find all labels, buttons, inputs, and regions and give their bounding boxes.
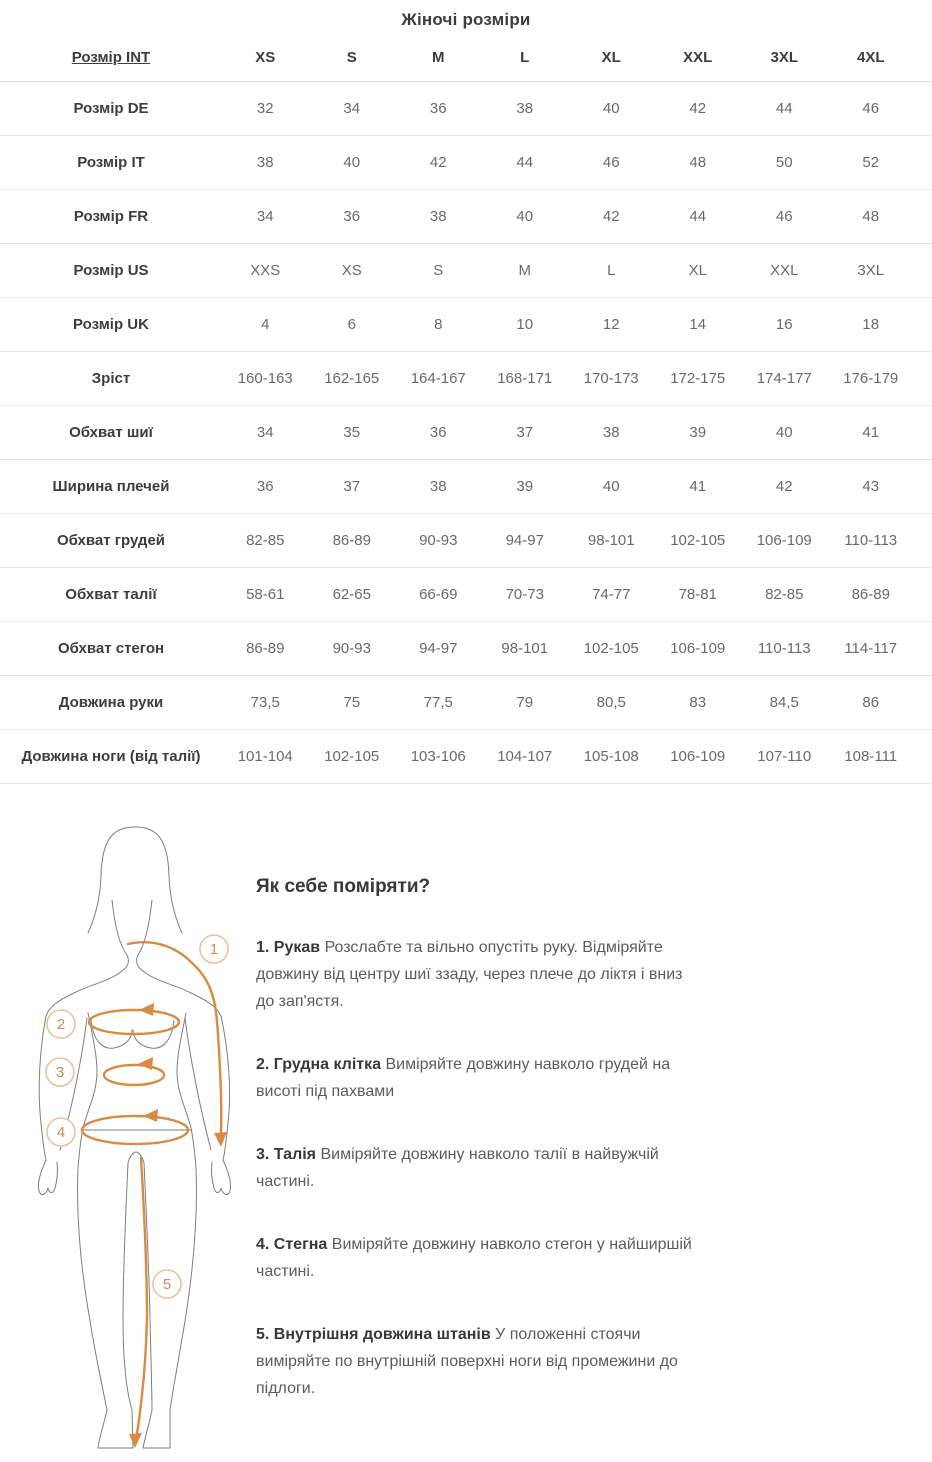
row-label: Обхват грудей xyxy=(0,514,222,568)
size-value-cell: 6 xyxy=(309,298,396,352)
size-value-cell: 41 xyxy=(655,460,742,514)
size-value-cell: 10 xyxy=(482,298,569,352)
spacer-cell xyxy=(914,82,932,136)
size-value-cell: 90-93 xyxy=(309,622,396,676)
size-value-cell: XS xyxy=(309,244,396,298)
size-value-cell: 86-89 xyxy=(222,622,309,676)
size-value-cell: 35 xyxy=(309,406,396,460)
size-value-cell: 40 xyxy=(568,82,655,136)
spacer-cell xyxy=(914,34,932,82)
size-value-cell: 36 xyxy=(222,460,309,514)
size-value-cell: 40 xyxy=(482,190,569,244)
spacer-cell xyxy=(914,460,932,514)
size-value-cell: 34 xyxy=(222,406,309,460)
spacer-cell xyxy=(914,514,932,568)
row-label: Розмір IT xyxy=(0,136,222,190)
size-value-cell: 38 xyxy=(568,406,655,460)
table-row xyxy=(0,730,932,784)
size-value-cell: 48 xyxy=(655,136,742,190)
size-value-cell: 14 xyxy=(655,298,742,352)
size-value-cell: 40 xyxy=(568,460,655,514)
table-row xyxy=(0,82,932,136)
size-value-cell: 168-171 xyxy=(482,352,569,406)
row-label: Розмір FR xyxy=(0,190,222,244)
size-value-cell: L xyxy=(568,244,655,298)
row-label: Обхват стегон xyxy=(0,622,222,676)
size-standard-header: Розмір INT xyxy=(0,34,222,82)
row-label: Довжина ноги (від талії) xyxy=(0,730,222,784)
measurement-step-3 xyxy=(256,1141,698,1195)
size-value-cell: 164-167 xyxy=(395,352,482,406)
size-value-cell: 82-85 xyxy=(741,568,828,622)
size-value-cell: 36 xyxy=(395,82,482,136)
size-value-cell: 110-113 xyxy=(828,514,915,568)
body-outline-figure xyxy=(15,816,250,1457)
row-label: Обхват талії xyxy=(0,568,222,622)
table-header-row xyxy=(0,34,932,82)
size-value-cell: 107-110 xyxy=(741,730,828,784)
size-value-cell: 114-117 xyxy=(828,622,915,676)
size-value-cell: 44 xyxy=(655,190,742,244)
spacer-cell xyxy=(914,190,932,244)
measurement-step-2 xyxy=(256,1051,698,1105)
size-value-cell: 70-73 xyxy=(482,568,569,622)
size-value-cell: 102-105 xyxy=(309,730,396,784)
spacer-cell xyxy=(914,136,932,190)
svg-text:4: 4 xyxy=(56,1124,66,1141)
size-value-cell: 4 xyxy=(222,298,309,352)
size-value-cell: 172-175 xyxy=(655,352,742,406)
spacer-cell xyxy=(914,298,932,352)
size-value-cell: 102-105 xyxy=(568,622,655,676)
size-value-cell: 48 xyxy=(828,190,915,244)
size-value-cell: 42 xyxy=(568,190,655,244)
step-text: У положенні стоячи виміряйте по внутрішній поверхні ноги від промежини до підлоги. xyxy=(256,1326,678,1397)
size-column-header: XS xyxy=(222,34,309,82)
size-value-cell: 39 xyxy=(655,406,742,460)
size-value-cell: 106-109 xyxy=(655,730,742,784)
size-value-cell: 42 xyxy=(655,82,742,136)
size-column-header: XL xyxy=(568,34,655,82)
row-label: Розмір US xyxy=(0,244,222,298)
step-label: 4. Стегна xyxy=(256,1236,328,1253)
size-value-cell: 46 xyxy=(828,82,915,136)
size-value-cell: 46 xyxy=(568,136,655,190)
size-column-header: 3XL xyxy=(741,34,828,82)
waist-measure-ellipse xyxy=(104,1065,164,1085)
row-label: Обхват шиї xyxy=(0,406,222,460)
table-row xyxy=(0,352,932,406)
step-label: 3. Талія xyxy=(256,1146,317,1163)
size-value-cell: 43 xyxy=(828,460,915,514)
size-value-cell: 108-111 xyxy=(828,730,915,784)
spacer-cell xyxy=(914,244,932,298)
row-label: Довжина руки xyxy=(0,676,222,730)
size-value-cell: 52 xyxy=(828,136,915,190)
size-value-cell: 101-104 xyxy=(222,730,309,784)
size-value-cell: 44 xyxy=(482,136,569,190)
size-value-cell: 38 xyxy=(395,190,482,244)
size-value-cell: 86 xyxy=(828,676,915,730)
table-row xyxy=(0,460,932,514)
size-value-cell: 94-97 xyxy=(482,514,569,568)
table-row xyxy=(0,514,932,568)
size-value-cell: 46 xyxy=(741,190,828,244)
step-label: 1. Рукав xyxy=(256,939,321,956)
table-row xyxy=(0,298,932,352)
page-title: Жіночі розміри xyxy=(401,10,531,29)
size-column-header: 4XL xyxy=(828,34,915,82)
size-value-cell: 75 xyxy=(309,676,396,730)
measurement-step-4 xyxy=(256,1231,698,1285)
size-value-cell: 73,5 xyxy=(222,676,309,730)
spacer-cell xyxy=(914,730,932,784)
size-value-cell: 40 xyxy=(741,406,828,460)
size-value-cell: M xyxy=(482,244,569,298)
size-column-header: S xyxy=(309,34,396,82)
size-table-body xyxy=(0,82,932,784)
row-label: Ширина плечей xyxy=(0,460,222,514)
svg-text:2: 2 xyxy=(56,1016,66,1033)
size-value-cell: 32 xyxy=(222,82,309,136)
svg-text:3: 3 xyxy=(55,1064,65,1081)
size-value-cell: 83 xyxy=(655,676,742,730)
step-label: 5. Внутрішня довжина штанів xyxy=(256,1326,491,1343)
measurement-figure xyxy=(15,816,250,1457)
size-value-cell: 103-106 xyxy=(395,730,482,784)
size-value-cell: 79 xyxy=(482,676,569,730)
size-value-cell: 38 xyxy=(222,136,309,190)
row-label: Зріст xyxy=(0,352,222,406)
size-value-cell: XXL xyxy=(741,244,828,298)
size-value-cell: 34 xyxy=(309,82,396,136)
size-value-cell: 105-108 xyxy=(568,730,655,784)
measurement-step-1 xyxy=(256,934,698,1015)
size-value-cell: 34 xyxy=(222,190,309,244)
size-value-cell: 62-65 xyxy=(309,568,396,622)
step-text: Виміряйте довжину навколо талії в найвужчій частині. xyxy=(256,1146,659,1190)
chest-measure-ellipse xyxy=(89,1010,179,1034)
measurement-steps xyxy=(256,934,698,1402)
size-value-cell: 98-101 xyxy=(482,622,569,676)
size-value-cell: 174-177 xyxy=(741,352,828,406)
spacer-cell xyxy=(914,676,932,730)
size-value-cell: 80,5 xyxy=(568,676,655,730)
table-row xyxy=(0,676,932,730)
size-value-cell: 78-81 xyxy=(655,568,742,622)
svg-text:1: 1 xyxy=(209,941,219,958)
size-value-cell: 94-97 xyxy=(395,622,482,676)
table-row xyxy=(0,136,932,190)
size-value-cell: 176-179 xyxy=(828,352,915,406)
size-value-cell: 86-89 xyxy=(309,514,396,568)
size-value-cell: 37 xyxy=(482,406,569,460)
step-label: 2. Грудна клітка xyxy=(256,1056,382,1073)
size-column-header: M xyxy=(395,34,482,82)
size-column-header: L xyxy=(482,34,569,82)
size-value-cell: 170-173 xyxy=(568,352,655,406)
row-label: Розмір DE xyxy=(0,82,222,136)
step-text: Розслабте та вільно опустіть руку. Відміряйте довжину від центру шиї ззаду, через плече до ліктя і вниз до зап'ястя. xyxy=(256,939,683,1010)
size-table xyxy=(0,34,932,784)
size-value-cell: 86-89 xyxy=(828,568,915,622)
spacer-cell xyxy=(914,622,932,676)
size-value-cell: 42 xyxy=(395,136,482,190)
size-value-cell: 102-105 xyxy=(655,514,742,568)
size-value-cell: 18 xyxy=(828,298,915,352)
size-value-cell: 42 xyxy=(741,460,828,514)
size-value-cell: 12 xyxy=(568,298,655,352)
size-value-cell: 110-113 xyxy=(741,622,828,676)
size-value-cell: 36 xyxy=(395,406,482,460)
size-value-cell: 40 xyxy=(309,136,396,190)
size-value-cell: 82-85 xyxy=(222,514,309,568)
size-value-cell: 44 xyxy=(741,82,828,136)
size-value-cell: 160-163 xyxy=(222,352,309,406)
table-row xyxy=(0,244,932,298)
size-value-cell: 16 xyxy=(741,298,828,352)
measurement-marks xyxy=(82,942,227,1448)
size-value-cell: 90-93 xyxy=(395,514,482,568)
size-value-cell: 58-61 xyxy=(222,568,309,622)
table-row xyxy=(0,406,932,460)
size-value-cell: S xyxy=(395,244,482,298)
row-label: Розмір UK xyxy=(0,298,222,352)
size-value-cell: 66-69 xyxy=(395,568,482,622)
size-value-cell: 162-165 xyxy=(309,352,396,406)
table-row xyxy=(0,622,932,676)
size-value-cell: 74-77 xyxy=(568,568,655,622)
size-value-cell: 3XL xyxy=(828,244,915,298)
size-value-cell: 77,5 xyxy=(395,676,482,730)
size-value-cell: XL xyxy=(655,244,742,298)
table-row xyxy=(0,568,932,622)
size-value-cell: 104-107 xyxy=(482,730,569,784)
measurement-guide xyxy=(256,876,698,1438)
size-value-cell: 8 xyxy=(395,298,482,352)
size-value-cell: XXS xyxy=(222,244,309,298)
table-row xyxy=(0,190,932,244)
size-value-cell: 50 xyxy=(741,136,828,190)
svg-text:5: 5 xyxy=(162,1276,172,1293)
size-value-cell: 38 xyxy=(482,82,569,136)
size-value-cell: 41 xyxy=(828,406,915,460)
size-value-cell: 37 xyxy=(309,460,396,514)
size-value-cell: 84,5 xyxy=(741,676,828,730)
size-value-cell: 39 xyxy=(482,460,569,514)
guide-heading: Як себе поміряти? xyxy=(256,876,431,897)
size-value-cell: 36 xyxy=(309,190,396,244)
size-value-cell: 38 xyxy=(395,460,482,514)
spacer-cell xyxy=(914,406,932,460)
measurement-step-5 xyxy=(256,1321,698,1402)
size-column-header: XXL xyxy=(655,34,742,82)
step-text: Виміряйте довжину навколо стегон у найширшій частині. xyxy=(256,1236,692,1280)
size-value-cell: 106-109 xyxy=(655,622,742,676)
step-text: Виміряйте довжину навколо грудей на висоті під пахвами xyxy=(256,1056,671,1100)
size-value-cell: 106-109 xyxy=(741,514,828,568)
size-value-cell: 98-101 xyxy=(568,514,655,568)
spacer-cell xyxy=(914,568,932,622)
spacer-cell xyxy=(914,352,932,406)
